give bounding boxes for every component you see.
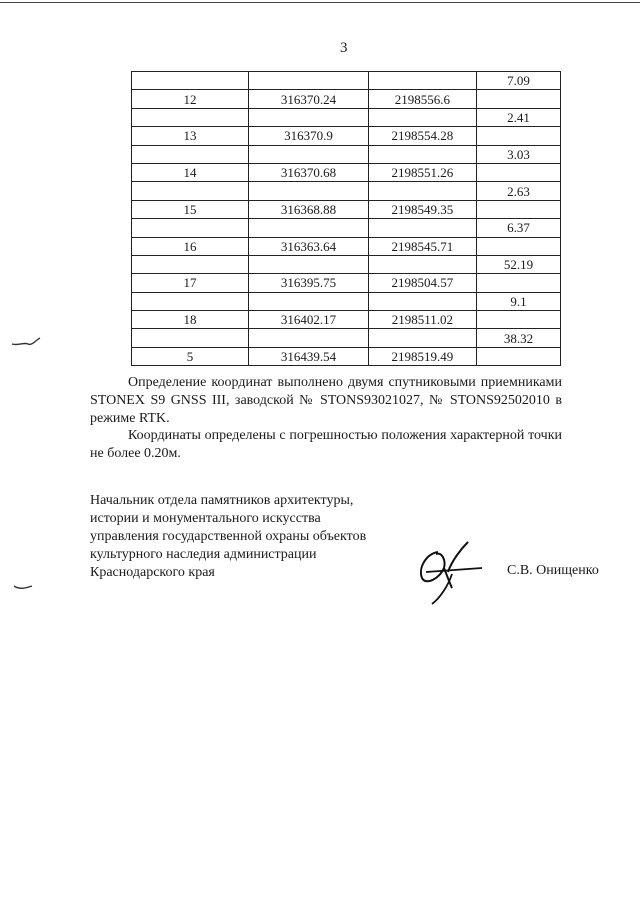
table-row	[132, 347, 561, 365]
table-cell: 3.03	[476, 145, 560, 163]
table-cell: 2198511.02	[368, 311, 476, 329]
table-cell: 2198556.6	[368, 90, 476, 108]
table-cell	[368, 72, 476, 90]
table-cell	[476, 347, 560, 365]
table-cell	[249, 292, 369, 310]
table-row	[132, 127, 561, 145]
table-row	[132, 200, 561, 218]
signatory-line: Краснодарского края	[90, 565, 215, 580]
paragraph-equipment: Определение координат выполнено двумя спутниковыми приемниками STONEX S9 GNSS III, заводской № STONS93021027, № STONS92502010 в режиме RTK.	[90, 375, 562, 426]
table-cell	[368, 255, 476, 273]
table-row	[132, 90, 561, 108]
table-cell	[132, 255, 249, 273]
table-cell	[132, 219, 249, 237]
table-cell: 18	[132, 311, 249, 329]
table-cell: 14	[132, 163, 249, 181]
margin-mark	[10, 580, 42, 594]
page-number: 3	[340, 40, 348, 56]
table-cell	[476, 237, 560, 255]
table-cell	[249, 255, 369, 273]
table-cell: 316370.24	[249, 90, 369, 108]
table-cell	[368, 145, 476, 163]
table-cell: 2198519.49	[368, 347, 476, 365]
table-cell	[476, 311, 560, 329]
table-cell	[476, 274, 560, 292]
table-cell	[476, 200, 560, 218]
table-cell	[249, 108, 369, 126]
table-cell	[249, 329, 369, 347]
table-cell	[249, 145, 369, 163]
margin-mark	[10, 334, 42, 348]
table-row	[132, 329, 561, 347]
table-cell: 6.37	[476, 219, 560, 237]
table-cell	[249, 219, 369, 237]
signatory-title	[90, 492, 410, 582]
table-row	[132, 219, 561, 237]
table-row	[132, 311, 561, 329]
coordinates-table	[131, 71, 561, 366]
coordinates-table-body	[132, 72, 561, 366]
table-row	[132, 237, 561, 255]
table-cell: 17	[132, 274, 249, 292]
table-cell: 38.32	[476, 329, 560, 347]
table-row	[132, 72, 561, 90]
table-cell: 316368.88	[249, 200, 369, 218]
table-cell	[368, 182, 476, 200]
table-cell: 13	[132, 127, 249, 145]
signatory-line: культурного наследия администрации	[90, 547, 317, 562]
table-cell: 9.1	[476, 292, 560, 310]
table-cell: 52.19	[476, 255, 560, 273]
table-cell: 15	[132, 200, 249, 218]
paragraph-accuracy: Координаты определены с погрешностью положения характерной точки не более 0.20м.	[90, 428, 562, 461]
table-cell: 316439.54	[249, 347, 369, 365]
table-cell: 12	[132, 90, 249, 108]
table-cell: 2198504.57	[368, 274, 476, 292]
table-cell: 316363.64	[249, 237, 369, 255]
table-row	[132, 145, 561, 163]
table-cell: 7.09	[476, 72, 560, 90]
table-cell	[132, 182, 249, 200]
table-cell: 316370.9	[249, 127, 369, 145]
top-border-line	[0, 2, 640, 3]
table-cell: 2.41	[476, 108, 560, 126]
table-cell: 16	[132, 237, 249, 255]
table-cell	[132, 108, 249, 126]
table-cell	[368, 292, 476, 310]
table-cell	[132, 329, 249, 347]
table-cell: 5	[132, 347, 249, 365]
table-cell	[132, 145, 249, 163]
table-cell	[132, 292, 249, 310]
table-cell	[476, 127, 560, 145]
table-cell: 2198549.35	[368, 200, 476, 218]
table-row	[132, 108, 561, 126]
table-cell: 316395.75	[249, 274, 369, 292]
table-cell: 2198554.28	[368, 127, 476, 145]
table-cell	[368, 329, 476, 347]
table-cell	[249, 72, 369, 90]
table-cell	[368, 219, 476, 237]
table-cell: 316370.68	[249, 163, 369, 181]
table-cell: 2.63	[476, 182, 560, 200]
table-cell	[132, 72, 249, 90]
signatory-line: истории и монументального искусства	[90, 511, 321, 526]
table-cell: 316402.17	[249, 311, 369, 329]
table-row	[132, 182, 561, 200]
table-cell: 2198545.71	[368, 237, 476, 255]
table-cell	[368, 108, 476, 126]
table-cell	[476, 163, 560, 181]
table-row	[132, 274, 561, 292]
table-cell	[476, 90, 560, 108]
table-cell	[249, 182, 369, 200]
signatory-line: управления государственной охраны объектов	[90, 529, 367, 544]
signer-name: С.В. Онищенко	[507, 563, 599, 578]
table-cell: 2198551.26	[368, 163, 476, 181]
table-row	[132, 163, 561, 181]
table-row	[132, 292, 561, 310]
handwritten-signature	[408, 538, 488, 606]
signatory-line: Начальник отдела памятников архитектуры,	[90, 493, 354, 508]
table-row	[132, 255, 561, 273]
